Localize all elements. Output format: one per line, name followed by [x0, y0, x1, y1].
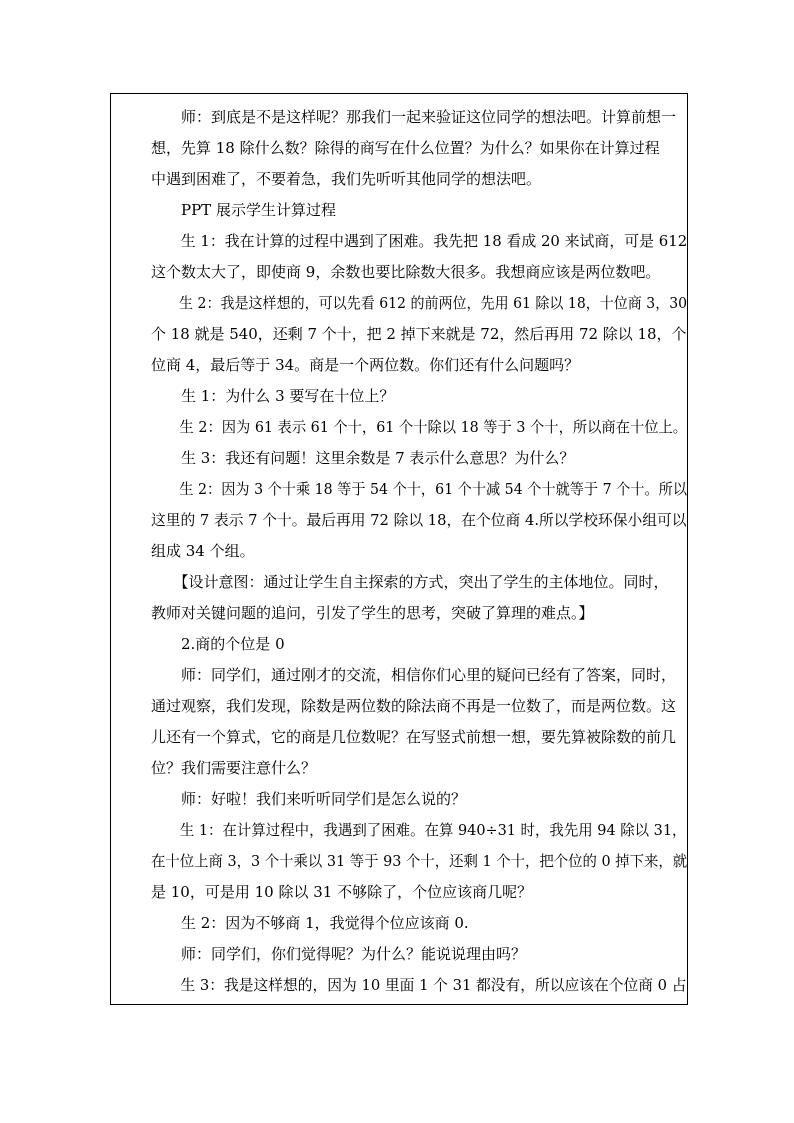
- text-line: 生 1：在计算过程中，我遇到了困难。在算 940÷31 时，我先用 94 除以 31，: [151, 821, 687, 839]
- text-line: 师：同学们，通过刚才的交流，相信你们心里的疑问已经有了答案，同时，: [151, 666, 677, 684]
- text-line: 生 3：我还有问题！这里余数是 7 表示什么意思？为什么？: [151, 449, 575, 467]
- lesson-table-cell: [110, 93, 688, 1005]
- text-line: 生 1：为什么 3 要写在十位上？: [151, 387, 395, 405]
- text-line: 生 2：因为 61 表示 61 个十，61 个十除以 18 等于 3 个十，所以商在十位上。: [151, 418, 688, 436]
- text-line: 这里的 7 表示 7 个十。最后再用 72 除以 18，在个位商 4.所以学校环保小组可以: [151, 511, 687, 529]
- text-line: 个 18 就是 540，还剩 7 个十，把 2 掉下来就是 72，然后再用 72 除以 18，个: [151, 325, 687, 343]
- text-line: 中遇到困难了，不要着急，我们先听听其他同学的想法吧。: [151, 170, 542, 188]
- text-line: 生 2：因为 3 个十乘 18 等于 54 个十，61 个十减 54 个十就等于 7 个十。所以: [151, 480, 688, 498]
- text-line: 师：同学们，你们觉得呢？为什么？能说说理由吗？: [151, 945, 527, 963]
- text-line: 位商 4，最后等于 34。商是一个两位数。你们还有什么问题吗？: [151, 356, 580, 374]
- text-line: PPT 展示学生计算过程: [151, 201, 336, 219]
- text-line: 是 10，可是用 10 除以 31 不够除了，个位应该商几呢？: [151, 883, 533, 901]
- text-line: 师：到底是不是这样呢？那我们一起来验证这位同学的想法吧。计算前想一: [151, 108, 677, 126]
- text-line: 位？我们需要注意什么？: [151, 759, 317, 777]
- text-line: 【设计意图：通过让学生自主探索的方式，突出了学生的主体地位。同时，: [151, 573, 669, 591]
- text-line: 儿还有一个算式，它的商是几位数呢？在写竖式前想一想，要先算被除数的前几: [151, 728, 677, 746]
- text-line: 生 1：我在计算的过程中遇到了困难。我先把 18 看成 20 来试商，可是 612: [151, 232, 688, 250]
- text-line: 组成 34 个组。: [151, 542, 255, 560]
- text-line: 生 3：我是这样想的，因为 10 里面 1 个 31 都没有，所以应该在个位商 0 占: [151, 976, 687, 994]
- text-line: 在十位上商 3，3 个十乘以 31 等于 93 个十，还剩 1 个十，把个位的 0 掉下来，就: [151, 852, 688, 870]
- text-line: 生 2：我是这样想的，可以先看 612 的前两位，先用 61 除以 18，十位商 3，30: [151, 294, 688, 312]
- text-line: 想，先算 18 除什么数？除得的商写在什么位置？为什么？如果你在计算过程: [151, 139, 660, 157]
- text-line: 师：好啦！我们来听听同学们是怎么说的？: [151, 790, 467, 808]
- text-line: 这个数太大了，即使商 9，余数也要比除数大很多。我想商应该是两位数吧。: [151, 263, 661, 281]
- text-line: 通过观察，我们发现，除数是两位数的除法商不再是一位数了，而是两位数。这: [151, 697, 677, 715]
- text-line: 2.商的个位是 0: [151, 635, 285, 653]
- text-line: 教师对关键问题的追问，引发了学生的思考，突破了算理的难点。】: [151, 604, 594, 622]
- text-line: 生 2：因为不够商 1，我觉得个位应该商 0.: [151, 914, 469, 932]
